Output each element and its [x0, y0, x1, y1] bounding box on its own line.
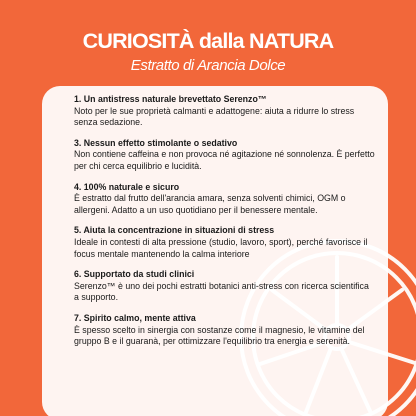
- section-title: 6. Supportato da studi clinici: [74, 269, 195, 280]
- page-subtitle: Estratto di Arancia Dolce: [130, 57, 286, 74]
- section-title: 3. Nessun effetto stimolante o sedativo: [74, 137, 238, 148]
- page-title: CURIOSITÀ dalla NATURA: [82, 29, 334, 53]
- section-title: 7. Spirito calmo, mente attiva: [74, 312, 196, 323]
- section-natural: [74, 182, 376, 217]
- section-body: È estratto dal frutto dell'arancia amara, senza solventi chimici, OGM o allergeni. Adatto a un uso quotidiano per il benessere mentale.: [74, 193, 346, 215]
- section-title: 4. 100% naturale e sicuro: [74, 181, 180, 192]
- section-body: Ideale in contesti di alta pressione (studio, lavoro, sport), perché favorisce il focus mentale mantenendo la calma interiore: [74, 236, 368, 259]
- section-body: Serenzo™ è uno dei pochi estratti botanici anti-stress con ricerca scientifica a supporto.: [74, 280, 369, 303]
- section-title: 5. Aiuta la concentrazione in situazioni di stress: [74, 225, 275, 236]
- section-body: È spesso scelto in sinergia con sostanze come il magnesio, le vitamine del gruppo B e il guaranà, per ottimizzare l'equilibrio tra energia e serenità.: [74, 324, 365, 347]
- header: [0, 0, 416, 76]
- section-title: 1. Un antistress naturale brevettato Serenzo™: [74, 94, 267, 104]
- content-card: [42, 86, 388, 416]
- section-antistress: [74, 94, 376, 129]
- section-concentration: [74, 225, 376, 260]
- section-calm-mind: [74, 313, 376, 348]
- section-no-stimulant: [74, 138, 376, 173]
- section-body: Non contiene caffeina e non provoca né agitazione né sonnolenza. È perfetto per chi cerca equilibrio e lucidità.: [74, 149, 375, 171]
- section-clinical: [74, 269, 376, 304]
- section-body: Noto per le sue proprietà calmanti e adattogene: aiuta a ridurre lo stress senza sedazione.: [74, 105, 355, 128]
